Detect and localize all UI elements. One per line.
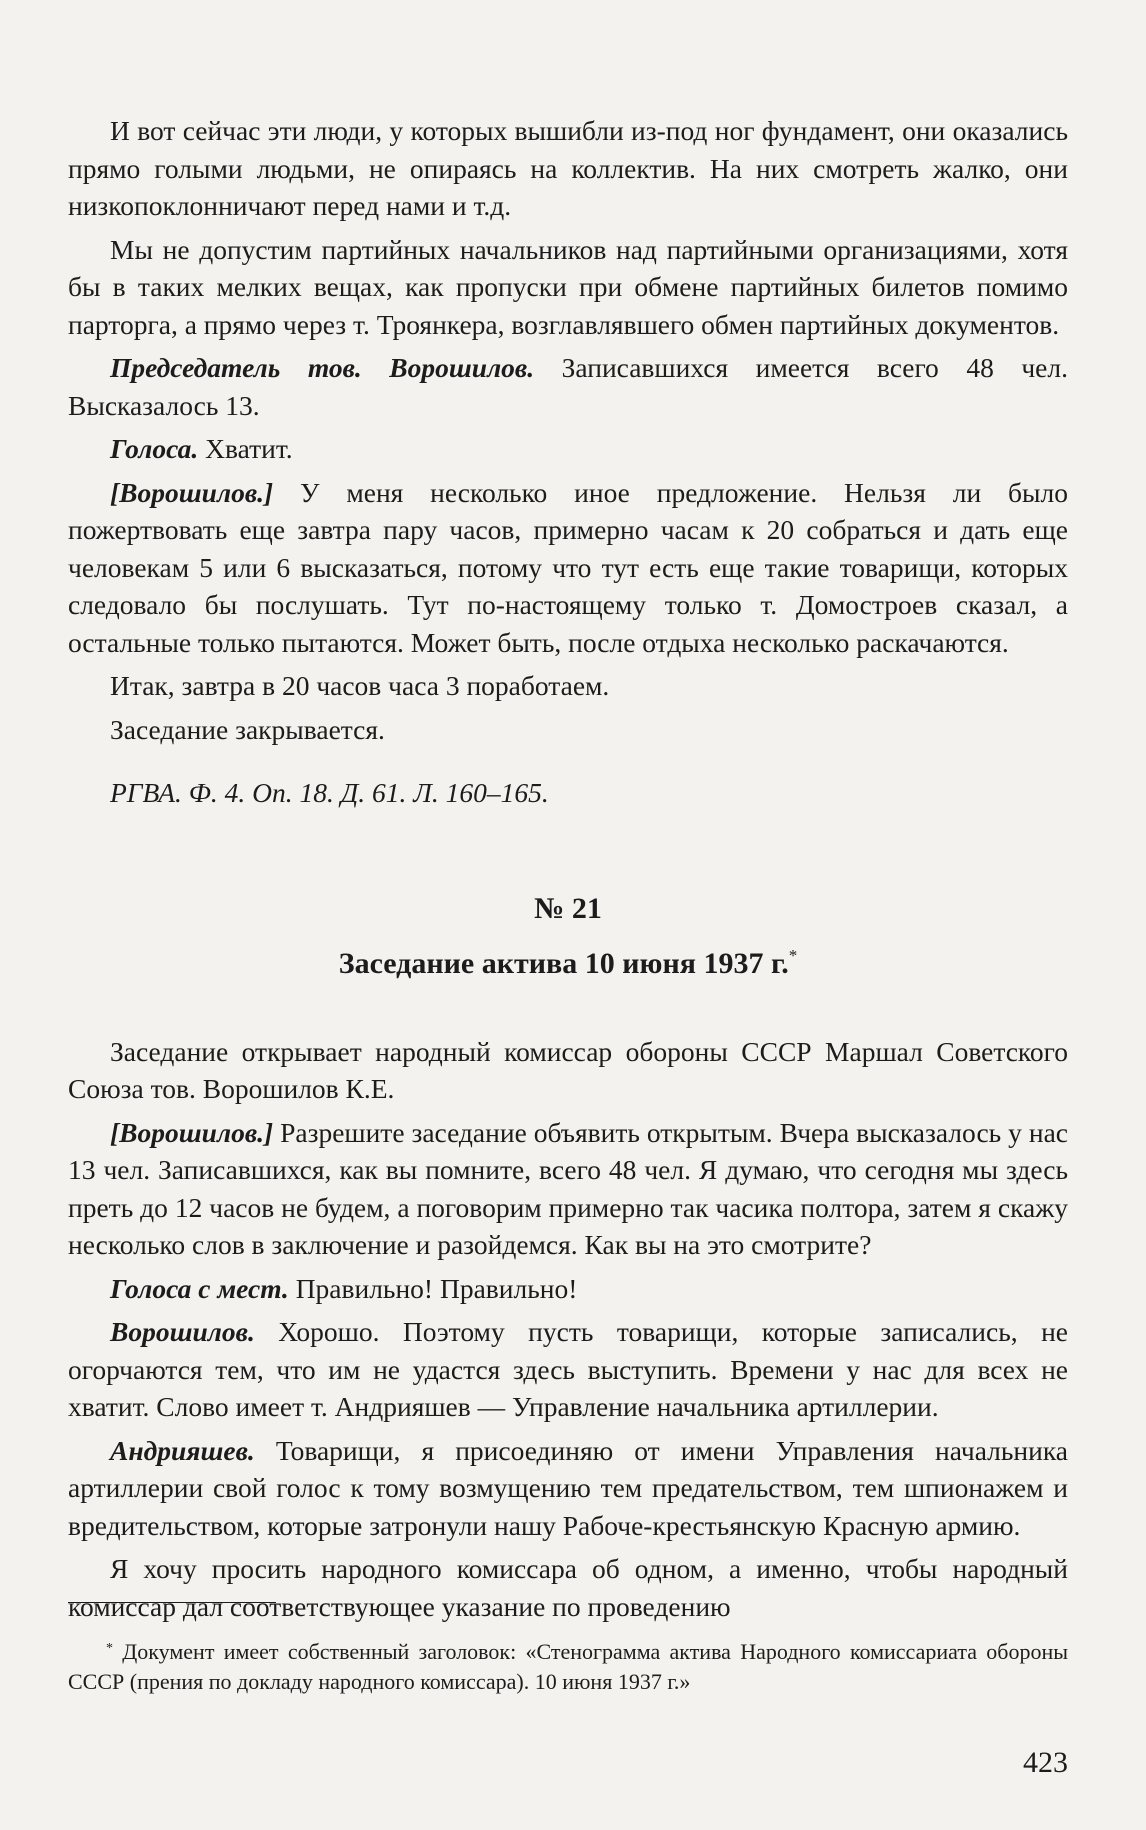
- paragraph-text: Разрешите заседание объявить открытым. Вчера высказалось у нас 13 чел. Записавшихся, как вы помните, всего 48 чел. Я думаю, что сегодня мы здесь преть до 12 часов не будем, а поговорим примерно так часика полтора, затем я скажу несколько слов в заключение и разойдемся. Как вы на это смотрите?: [68, 1116, 1068, 1260]
- archive-source: РГВА. Ф. 4. Оп. 18. Д. 61. Л. 160–165.: [110, 777, 549, 808]
- speaker: Андрияшев.: [110, 1434, 255, 1466]
- paragraph: [68, 474, 1068, 662]
- paragraph: [68, 1550, 1068, 1625]
- paragraph: [68, 430, 1068, 468]
- paragraph-text: У меня несколько иное предложение. Нельзя ли было пожертвовать еще завтра пару часов, примерно часам к 20 собраться и дать еще человекам 5 или 6 высказаться, потому что тут есть еще такие товарищи, которых следовало бы послушать. Тут по-настоящему только т. Домостроев сказал, а остальные только пытаются. Может быть, после отдыха несколько раскачаются.: [68, 476, 1068, 658]
- footnote-divider: [68, 1602, 276, 1603]
- top-section: [68, 112, 1068, 748]
- paragraph-text: Заседание закрывается.: [110, 713, 385, 745]
- paragraph: [68, 1033, 1068, 1108]
- paragraph: [68, 711, 1068, 749]
- document-title: [68, 937, 1068, 983]
- paragraph-text: Хорошо. Поэтому пусть товарищи, которые записались, не огорчаются тем, что им не удастся здесь выступить. Времени у нас для всех не хватит. Слово имеет т. Андрияшев — Управление начальника артиллерии.: [68, 1316, 1068, 1422]
- paragraph: [68, 1432, 1068, 1545]
- paragraph: [68, 1114, 1068, 1264]
- paragraph-text: Я хочу просить народного комиссара об одном, а именно, чтобы народный комиссар дал соответствующее указание по проведению: [68, 1553, 1068, 1622]
- paragraph-text: Заседание открывает народный комиссар обороны СССР Маршал Советского Союза тов. Ворошилов К.Е.: [68, 1035, 1068, 1104]
- paragraph-text: Записавшихся имеется всего 48 чел. Высказалось 13.: [68, 352, 1068, 421]
- paragraph-text: Правильно! Правильно!: [288, 1272, 578, 1304]
- footnote: [68, 1634, 1068, 1697]
- document-number: № 21: [534, 891, 602, 925]
- footnote-mark: *: [106, 1641, 113, 1656]
- page-body: [68, 112, 1068, 1625]
- speaker: Голоса.: [110, 433, 199, 464]
- speaker: Ворошилов.: [110, 1316, 255, 1347]
- paragraph: [68, 112, 1068, 225]
- paragraph-text: И вот сейчас эти люди, у которых вышибли из-под ног фундамент, они оказались прямо голыми людьми, не опираясь на коллектив. На них смотреть жалко, они низкопоклонничают перед нами и т.д.: [68, 115, 1068, 221]
- document-title-text: Заседание актива 10 июня 1937 г.: [338, 947, 789, 980]
- paragraph-text: Итак, завтра в 20 часов часа 3 поработаем.: [110, 670, 610, 701]
- paragraph-text: Мы не допустим партийных начальников над партийными организациями, хотя бы в таких мелких вещах, как пропуски при обмене партийных билетов помимо парторга, а прямо через т. Троянкера, возглавлявшего обмен партийных документов.: [68, 233, 1068, 340]
- paragraph: [68, 349, 1068, 424]
- paragraph: [68, 1313, 1068, 1426]
- speaker: [Ворошилов.]: [110, 1116, 274, 1148]
- paragraph: [68, 667, 1068, 705]
- speaker: Голоса с мест.: [110, 1272, 289, 1304]
- speaker: [Ворошилов.]: [110, 476, 274, 508]
- paragraph-text: Товарищи, я присоединяю от имени Управления начальника артиллерии свой голос к тому возмущению тем предательством, тем шпионажем и вредительством, которые затронули нашу Рабоче-крестьянскую Красную армию.: [68, 1434, 1068, 1541]
- paragraph: [68, 231, 1068, 344]
- paragraph-text: Хватит.: [198, 433, 293, 464]
- footnote-ref: *: [788, 946, 798, 965]
- bottom-section: [68, 1033, 1068, 1626]
- speaker: Председатель тов. Ворошилов.: [110, 352, 535, 383]
- footnote-text: Документ имеет собственный заголовок: «Стенограмма актива Народного комиссариата обороны СССР (прения по докладу народного комиссара). 10 июня 1937 г.»: [68, 1639, 1068, 1694]
- page-number: 423: [1023, 1746, 1068, 1779]
- paragraph: [68, 1270, 1068, 1308]
